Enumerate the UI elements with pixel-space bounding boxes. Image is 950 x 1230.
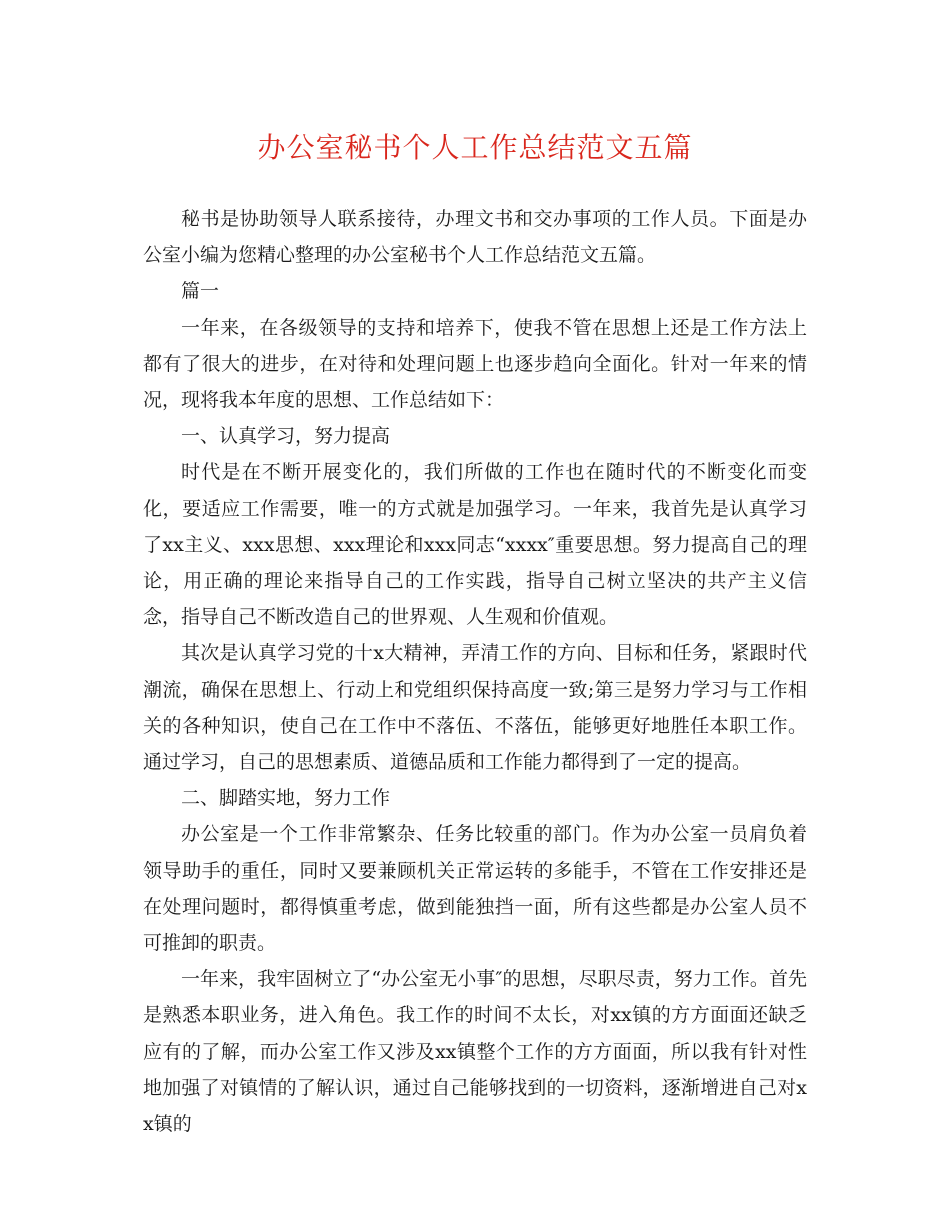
paragraph-work-1: 办公室是一个工作非常繁杂、任务比较重的部门。作为办公室一员肩负着领导助手的重任，同时又要兼顾机关正常运转的多能手，不管在工作安排还是在处理问题时，都得慎重考虑，做到能独挡一面，所有这些都是办公室人员不可推卸的职责。 — [143, 823, 807, 955]
paragraph-work-2: 一年来，我牢固树立了“办公室无小事″的思想，尽职尽责，努力工作。首先是熟悉本职业务，进入角色。我工作的时间不太长，对xx镇的方方面面还缺乏应有的了解，而办公室工作又涉及xx镇整个工作的方方面面，所以我有针对性地加强了对镇情的了解认识，通过自己能够找到的一切资料，逐渐增进自己对xx镇的 — [143, 968, 807, 1136]
document-title: 办公室秘书个人工作总结范文五篇 — [257, 131, 693, 164]
section-heading-part-one: 篇一 — [181, 280, 220, 303]
document-body — [143, 201, 807, 1142]
paragraph-intro: 秘书是协助领导人联系接待，办理文书和交办事项的工作人员。下面是办公室小编为您精心整理的办公室秘书个人工作总结范文五篇。 — [143, 208, 807, 267]
subheading-study: 一、认真学习，努力提高 — [181, 425, 391, 448]
subheading-work: 二、脚踏实地，努力工作 — [181, 787, 391, 810]
paragraph-study-1: 时代是在不断开展变化的，我们所做的工作也在随时代的不断变化而变化，要适应工作需要，唯一的方式就是加强学习。一年来，我首先是认真学习了xx主义、xxx思想、xxx理论和xxx同志“xxxx″重要思想。努力提高自己的理论，用正确的理论来指导自己的工作实践，指导自己树立坚决的共产主义信念，指导自己不断改造自己的世界观、人生观和价值观。 — [143, 461, 807, 629]
paragraph-overview: 一年来，在各级领导的支持和培养下，使我不管在思想上还是工作方法上都有了很大的进步，在对待和处理问题上也逐步趋向全面化。针对一年来的情况，现将我本年度的思想、工作总结如下： — [143, 316, 807, 412]
paragraph-study-2: 其次是认真学习党的十x大精神，弄清工作的方向、目标和任务，紧跟时代潮流，确保在思想上、行动上和党组织保持高度一致;第三是努力学习与工作相关的各种知识，使自己在工作中不落伍、不落伍，能够更好地胜任本职工作。通过学习，自己的思想素质、道德品质和工作能力都得到了一定的提高。 — [143, 642, 807, 774]
